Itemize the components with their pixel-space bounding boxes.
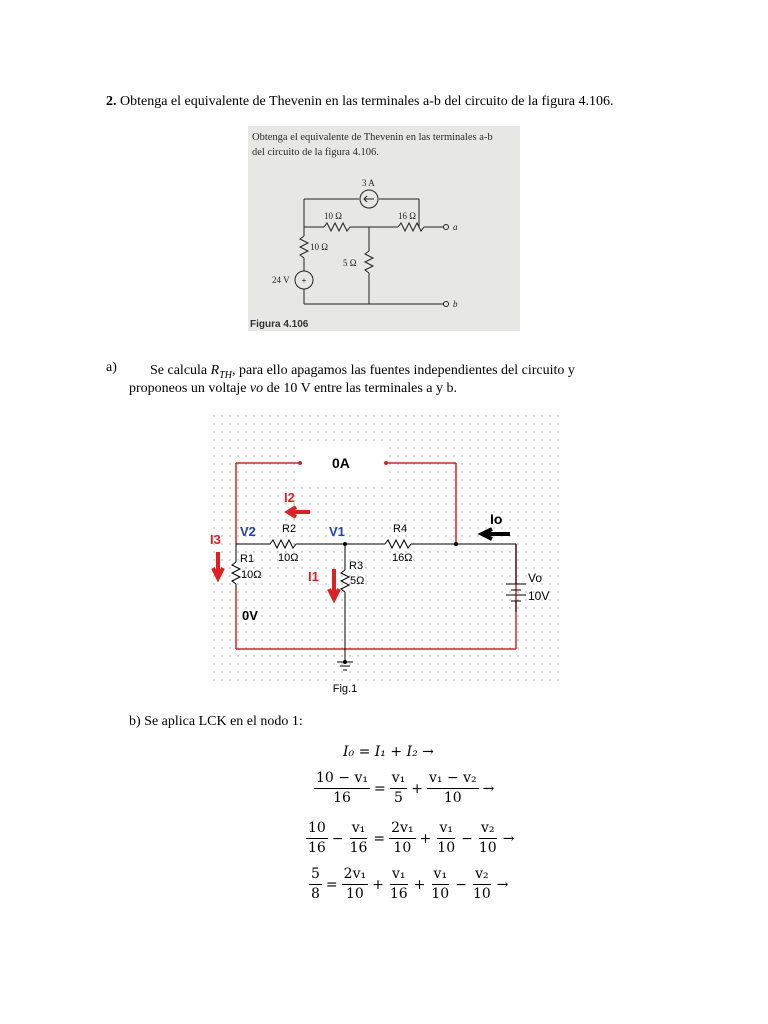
eq3-frac5 — [477, 820, 499, 857]
eq4-n1: 5 — [309, 866, 322, 885]
eq3-d1: 16 — [308, 840, 326, 856]
eq2-n1: 10 − v₁ — [314, 770, 370, 789]
r-top-right-label: 16 Ω — [398, 211, 416, 221]
eq2-frac1 — [314, 770, 370, 807]
r4-value: 16Ω — [392, 552, 413, 564]
figure-caption-line1: Obtenga el equivalente de Thevenin en las terminales a-b — [252, 132, 493, 143]
fig1-source-label: 0A — [332, 455, 350, 471]
eq4-frac5 — [471, 866, 493, 903]
item-a-line2 — [129, 381, 457, 397]
i2-label: I2 — [284, 490, 295, 505]
eq2-d1: 16 — [333, 790, 351, 806]
vo-source-value: 10V — [528, 589, 550, 603]
eq2-frac2 — [390, 770, 408, 807]
i3-label: I3 — [210, 532, 221, 547]
eq2-n2: v₁ — [390, 770, 408, 789]
eq3-n2: v₁ — [350, 820, 368, 839]
fig1-caption: Fig.1 — [332, 683, 358, 695]
vo-source-label: Vo — [528, 571, 543, 585]
eq4-equals: = — [325, 876, 338, 893]
vo-symbol: vo — [249, 381, 264, 396]
equation-4 — [307, 866, 511, 903]
item-a-line2-post: de 10 V entre las terminales a y b. — [263, 381, 458, 396]
r3-label: R3 — [349, 560, 364, 572]
eq3-frac4 — [435, 820, 457, 857]
eq4-frac2 — [342, 866, 368, 903]
r1-value: 10Ω — [241, 569, 262, 581]
eq4-frac4 — [429, 866, 451, 903]
item-a-text-post: , para ello apagamos las fuentes independientes del circuito y — [232, 363, 575, 378]
eq3-frac3 — [389, 820, 415, 857]
eq2-equals: = — [373, 780, 386, 797]
eq3-frac2 — [348, 820, 370, 857]
problem-statement — [106, 94, 613, 110]
eq3-d5: 10 — [478, 840, 497, 856]
figure-caption-line2: del circuito de la figura 4.106. — [252, 147, 379, 158]
current-source-label: 3 A — [362, 178, 375, 188]
eq2-n3: v₁ − v₂ — [427, 770, 479, 789]
eq3-d2: 16 — [349, 840, 368, 856]
r4-label: R4 — [393, 523, 408, 535]
eq2-d2: 5 — [394, 790, 403, 806]
eq3-minus1: − — [331, 830, 344, 847]
eq4-d2: 10 — [345, 886, 364, 902]
eq4-d5: 10 — [472, 886, 491, 902]
eq4-frac1 — [309, 866, 322, 903]
eq4-d4: 10 — [431, 886, 450, 902]
eq4-n4: v₁ — [432, 866, 450, 885]
v1-label: V1 — [329, 524, 345, 539]
fig1-circuit — [210, 412, 560, 697]
item-a-text-pre: Se calcula — [150, 363, 211, 378]
eq4-n5: v₂ — [473, 866, 491, 885]
eq3-d3: 10 — [393, 840, 412, 856]
eq3-minus2: − — [461, 830, 473, 847]
i1-label: I1 — [308, 569, 319, 584]
terminal-a-label: a — [453, 222, 458, 232]
eq4-plus2: + — [413, 876, 426, 893]
eq4-frac3 — [388, 866, 410, 903]
svg-text:+: + — [301, 276, 307, 285]
eq4-n3: v₁ — [390, 866, 408, 885]
r2-value: 10Ω — [278, 552, 299, 564]
eq4-d3: 16 — [389, 886, 408, 902]
r3-value: 5Ω — [350, 575, 365, 587]
eq2-frac3 — [427, 770, 479, 807]
item-a-line2-pre: proponeos un voltaje — [129, 381, 250, 396]
eq3-plus: + — [419, 830, 432, 847]
r2-label: R2 — [282, 523, 297, 535]
terminal-b-label: b — [453, 299, 458, 309]
item-b-text: b) Se aplica LCK en el nodo 1: — [129, 714, 303, 729]
equation-2 — [312, 770, 496, 807]
eq3-equals: = — [373, 830, 386, 847]
problem-text: Obtenga el equivalente de Thevenin en las terminales a-b del circuito de la figura 4.106. — [120, 94, 614, 109]
eq3-frac1 — [306, 820, 328, 857]
eq3-n3: 2v₁ — [389, 820, 415, 839]
r-mid-label: 5 Ω — [343, 258, 357, 268]
eq4-arrow: → — [496, 876, 509, 893]
eq3-arrow: → — [502, 830, 515, 847]
eq4-n2: 2v₁ — [342, 866, 368, 885]
eq4-plus1: + — [372, 876, 384, 893]
equation-3 — [304, 820, 516, 857]
r1-label: R1 — [240, 553, 255, 565]
problem-number: 2. — [106, 94, 117, 109]
r-left-label: 10 Ω — [310, 242, 328, 252]
eq2-d3: 10 — [443, 790, 462, 806]
textbook-figure-4-106 — [248, 126, 520, 331]
figure-label: Figura 4.106 — [250, 319, 309, 330]
equation-1 — [343, 744, 434, 760]
eq2-plus: + — [411, 780, 423, 797]
eq1-text: I₀ = I₁ + I₂ → — [343, 744, 434, 760]
eq3-n1: 10 — [306, 820, 328, 839]
eq4-d1: 8 — [311, 886, 320, 902]
eq3-d4: 10 — [437, 840, 456, 856]
rth-symbol: R — [210, 363, 220, 378]
eq3-n5: v₂ — [479, 820, 497, 839]
zero-volt-label: 0V — [242, 608, 258, 623]
io-label: Io — [490, 511, 503, 527]
eq3-n4: v₁ — [437, 820, 455, 839]
r-top-left-label: 10 Ω — [324, 211, 342, 221]
v2-label: V2 — [240, 524, 256, 539]
item-a-label: a) — [106, 360, 117, 375]
voltage-source-label: 24 V — [272, 275, 290, 285]
rth-subscript: TH — [219, 369, 232, 381]
eq4-minus: − — [455, 876, 467, 893]
eq2-arrow: → — [482, 780, 495, 797]
